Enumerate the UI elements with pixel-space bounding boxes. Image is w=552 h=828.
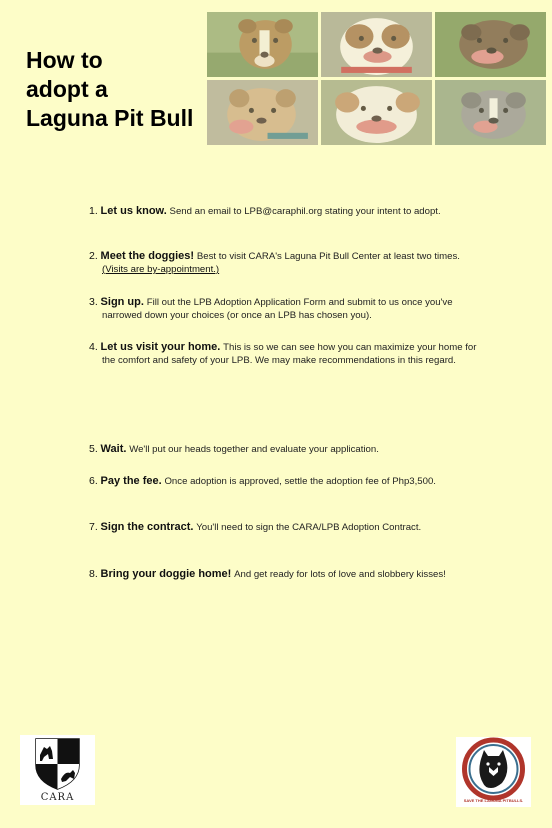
lpb-circle-logo-icon — [456, 737, 531, 801]
step-heading: Sign up. — [100, 296, 144, 308]
step-number: 5. — [89, 443, 98, 455]
cara-logo-text: CARA — [40, 792, 75, 803]
page-title — [26, 46, 193, 133]
step-4 — [80, 341, 480, 367]
cara-shield-logo-icon — [20, 735, 95, 791]
step-body: Once adoption is approved, settle the adoption fee of Php3,500. — [164, 476, 436, 487]
step-heading: Bring your doggie home! — [100, 568, 232, 580]
step-1 — [80, 205, 480, 218]
step-number: 8. — [89, 568, 98, 580]
step-body: We'll put our heads together and evaluate your application. — [129, 444, 379, 455]
title-line-2: adopt a — [26, 76, 108, 102]
dog-photo-white-brown — [321, 12, 432, 77]
step-8 — [80, 568, 480, 581]
title-line-3: Laguna Pit Bull — [26, 105, 194, 131]
step-heading: Meet the doggies! — [100, 250, 195, 262]
step-number: 6. — [89, 475, 98, 487]
step-number: 1. — [89, 205, 98, 217]
step-body: Send an email to LPB@caraphil.org stating your intent to adopt. — [169, 206, 441, 217]
dog-photo-white — [321, 80, 432, 145]
lpb-logo-text: SAVE THE LAGUNA PITBULLS. — [463, 798, 524, 803]
step-heading: Pay the fee. — [100, 475, 162, 487]
step-number: 2. — [89, 250, 98, 262]
step-body: Fill out the LPB Adoption Application Form and submit to us once you've narrowed down your choices (or once an LPB has chosen you). — [102, 297, 453, 321]
cara-logo — [20, 735, 95, 805]
dog-photo-tan — [207, 80, 318, 145]
step-heading: Let us know. — [100, 205, 167, 217]
step-heading: Wait. — [100, 443, 127, 455]
dog-photo-brindle — [207, 12, 318, 77]
step-6 — [80, 475, 480, 488]
step-number: 3. — [89, 296, 98, 308]
dog-photo-dark-brindle — [435, 12, 546, 77]
step-heading: Sign the contract. — [100, 521, 194, 533]
step-body: You'll need to sign the CARA/LPB Adoption Contract. — [196, 522, 422, 533]
step-3 — [80, 296, 480, 322]
title-line-1: How to — [26, 47, 103, 73]
step-number: 7. — [89, 521, 98, 533]
step-7 — [80, 521, 480, 534]
step-body: Best to visit CARA's Laguna Pit Bull Center at least two times. — [196, 251, 460, 262]
lpb-logo — [456, 737, 531, 807]
step-heading: Let us visit your home. — [100, 341, 221, 353]
visits-note: (Visits are by-appointment.) — [102, 264, 220, 275]
dog-photo-collage — [207, 12, 546, 145]
dog-photo-gray — [435, 80, 546, 145]
step-number: 4. — [89, 341, 98, 353]
step-body: And get ready for lots of love and slobbery kisses! — [234, 569, 446, 580]
step-2 — [80, 250, 480, 276]
step-5 — [80, 443, 480, 456]
step-body: This is so we can see how you can maximize your home for the comfort and safety of your LPB. We may make recommendations in this regard. — [102, 342, 477, 366]
